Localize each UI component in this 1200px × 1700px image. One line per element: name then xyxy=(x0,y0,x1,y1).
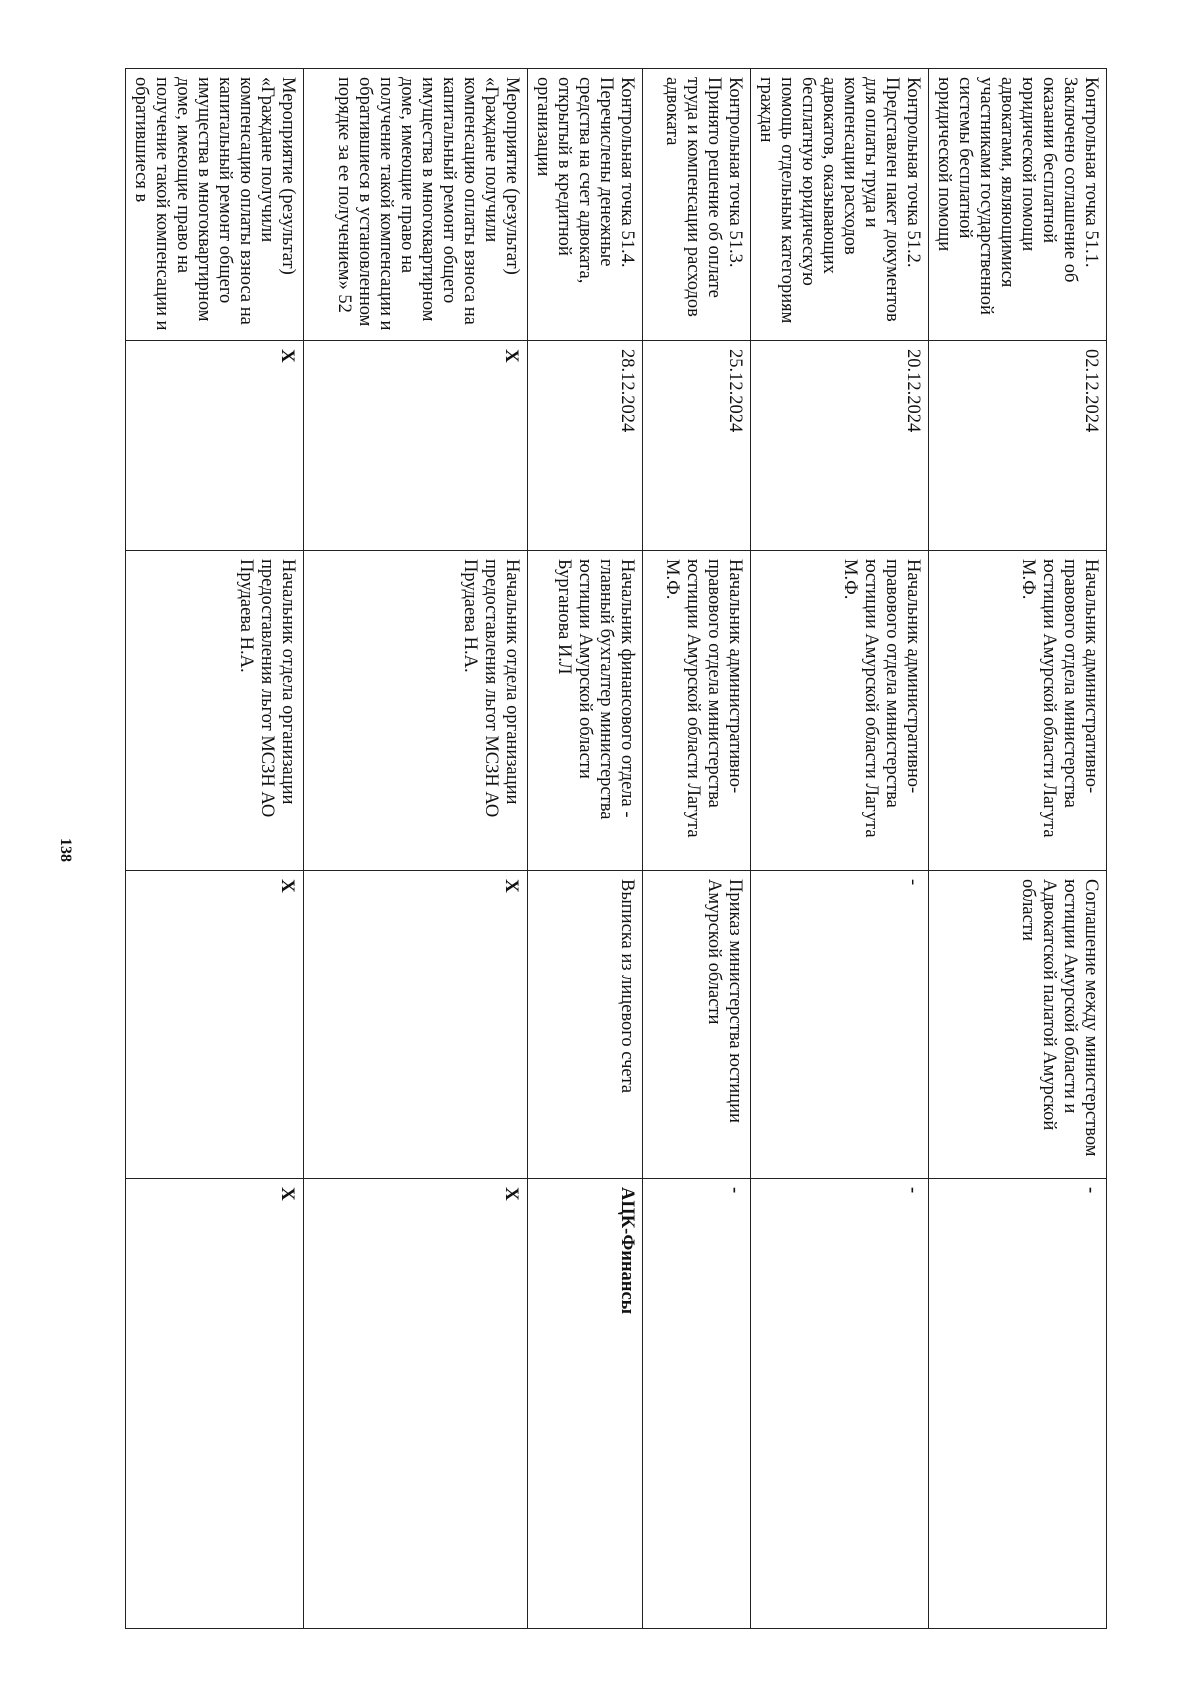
table-row xyxy=(643,69,751,1629)
cell-document: - xyxy=(751,871,929,1179)
table-row xyxy=(304,69,528,1629)
cell-event: Мероприятие (результат) «Граждане получили компенсацию оплаты взноса на капитальный ремонт общего имущества в многоквартирном доме, имеющие право на получение такой компенсации и обратившиеся в xyxy=(126,69,304,341)
cell-date: X xyxy=(304,341,528,551)
table-row xyxy=(528,69,643,1629)
table-row xyxy=(929,69,1107,1629)
cell-responsible: Начальник отдела организации предоставления льгот МСЗН АО Прудаева Н.А. xyxy=(304,551,528,871)
cell-date: 02.12.2024 xyxy=(929,341,1107,551)
cell-document: Соглашение между министерством юстиции Амурской области и Адвокатской палатой Амурской области xyxy=(929,871,1107,1179)
cell-document: Выписка из лицевого счета xyxy=(528,871,643,1179)
table-row xyxy=(126,69,304,1629)
cell-event: Контрольная точка 51.3. Принято решение об оплате труда и компенсации расходов адвоката xyxy=(643,69,751,341)
cell-event: Контрольная точка 51.2. Представлен пакет документов для оплаты труда и компенсации расходов адвокатов, оказывающих бесплатную юридическую помощь отдельным категориям граждан xyxy=(751,69,929,341)
cell-document: Приказ министерства юстиции Амурской области xyxy=(643,871,751,1179)
cell-responsible: Начальник административно-правового отдела министерства юстиции Амурской области Лагута М.Ф. xyxy=(643,551,751,871)
cell-date: 20.12.2024 xyxy=(751,341,929,551)
cell-system: АЦК-Финансы xyxy=(528,1179,643,1629)
cell-date: 28.12.2024 xyxy=(528,341,643,551)
cell-system: X xyxy=(304,1179,528,1629)
cell-event: Контрольная точка 51.1. Заключено соглашение об оказании бесплатной юридической помощи адвокатами, являющимися участниками государственной системы бесплатной юридической помощи xyxy=(929,69,1107,341)
cell-responsible: Начальник административно-правового отдела министерства юстиции Амурской области Лагута М.Ф. xyxy=(751,551,929,871)
cell-system: - xyxy=(929,1179,1107,1629)
page-number: 138 xyxy=(57,838,74,862)
rotated-page xyxy=(131,68,1107,1628)
cell-date: X xyxy=(126,341,304,551)
cell-system: X xyxy=(126,1179,304,1629)
plan-table xyxy=(125,68,1107,1629)
cell-system: - xyxy=(751,1179,929,1629)
cell-responsible: Начальник отдела организации предоставления льгот МСЗН АО Прудаева Н.А. xyxy=(126,551,304,871)
cell-responsible: Начальник финансового отдела - главный бухгалтер министерства юстиции Амурской области Бурганова И.Л xyxy=(528,551,643,871)
cell-system: - xyxy=(643,1179,751,1629)
cell-document: X xyxy=(304,871,528,1179)
table-row xyxy=(751,69,929,1629)
cell-date: 25.12.2024 xyxy=(643,341,751,551)
cell-event: Мероприятие (результат) «Граждане получили компенсацию оплаты взноса на капитальный ремонт общего имущества в многоквартирном доме, имеющие право на получение такой компенсации и обратившиеся в установленном порядке за ее получением» 52 xyxy=(304,69,528,341)
cell-responsible: Начальник административно-правового отдела министерства юстиции Амурской области Лагута М.Ф. xyxy=(929,551,1107,871)
cell-event: Контрольная точка 51.4. Перечислены денежные средства на счет адвоката, открытый в кредитной организации xyxy=(528,69,643,341)
cell-document: X xyxy=(126,871,304,1179)
